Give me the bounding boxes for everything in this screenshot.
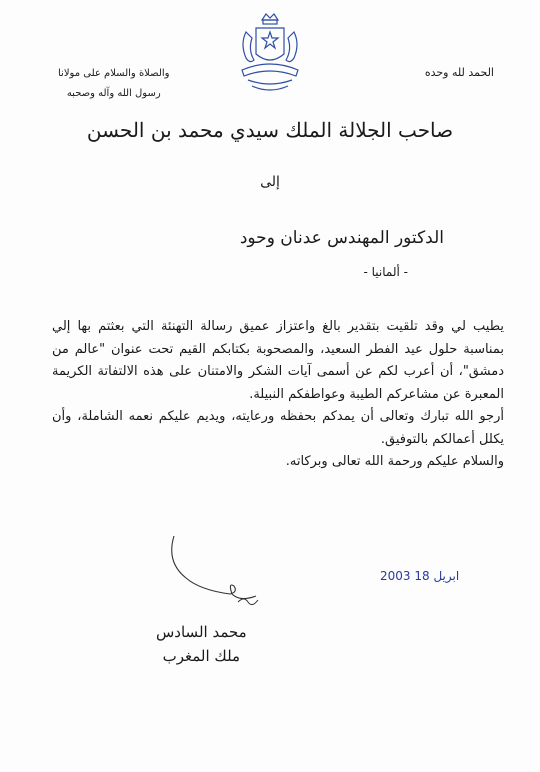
salutation-line-2: رسول الله وآله وصحبه (66, 88, 161, 99)
sender-title: صاحب الجلالة الملك سيدي محمد بن الحسن (86, 118, 454, 142)
letter-date: 2003 ابريل 18 (380, 569, 460, 583)
invocation-text: الحمد لله وحده (424, 66, 494, 79)
body-paragraph-1: يطيب لي وقد تلقيت بتقدير بالغ واعتزاز عميق رسالة التهنئة التي بعثتم بها إلي بمناسبة حلول عيد الفطر السعيد، والمصحوبة بكتابكم القيم تحت عنوان "عالم من دمشق"، أن أعرب لكم عن أسمى آيات الشكر والامتنان على هذه الالتفاتة الكريمة المعبرة عن مشاعركم الطيبة وعواطفكم النبيلة. (52, 319, 504, 402)
royal-coat-of-arms-emblem (232, 10, 308, 96)
recipient-name: الدكتور المهندس عدنان وحود (239, 228, 444, 248)
to-label: إلى (260, 174, 280, 190)
signatory-name: محمد السادس (156, 623, 247, 641)
signatory-title: ملك المغرب (162, 647, 241, 665)
closing-line: والسلام عليكم ورحمة الله تعالى وبركاته. (285, 454, 504, 469)
handwritten-signature (160, 532, 270, 622)
signatory-block (156, 620, 247, 668)
body-paragraph-2: أرجو الله تبارك وتعالى أن يمدكم بحفظه ورعايته، ويديم عليكم نعمه الشاملة، وأن يكلل أعمالكم بالتوفيق. (52, 409, 504, 447)
letter-body (52, 316, 504, 474)
recipient-country: - ألمانيا - (363, 265, 408, 279)
salutation-line-1: والصلاة والسلام على مولانا (58, 68, 170, 79)
salutation-text (58, 64, 169, 104)
